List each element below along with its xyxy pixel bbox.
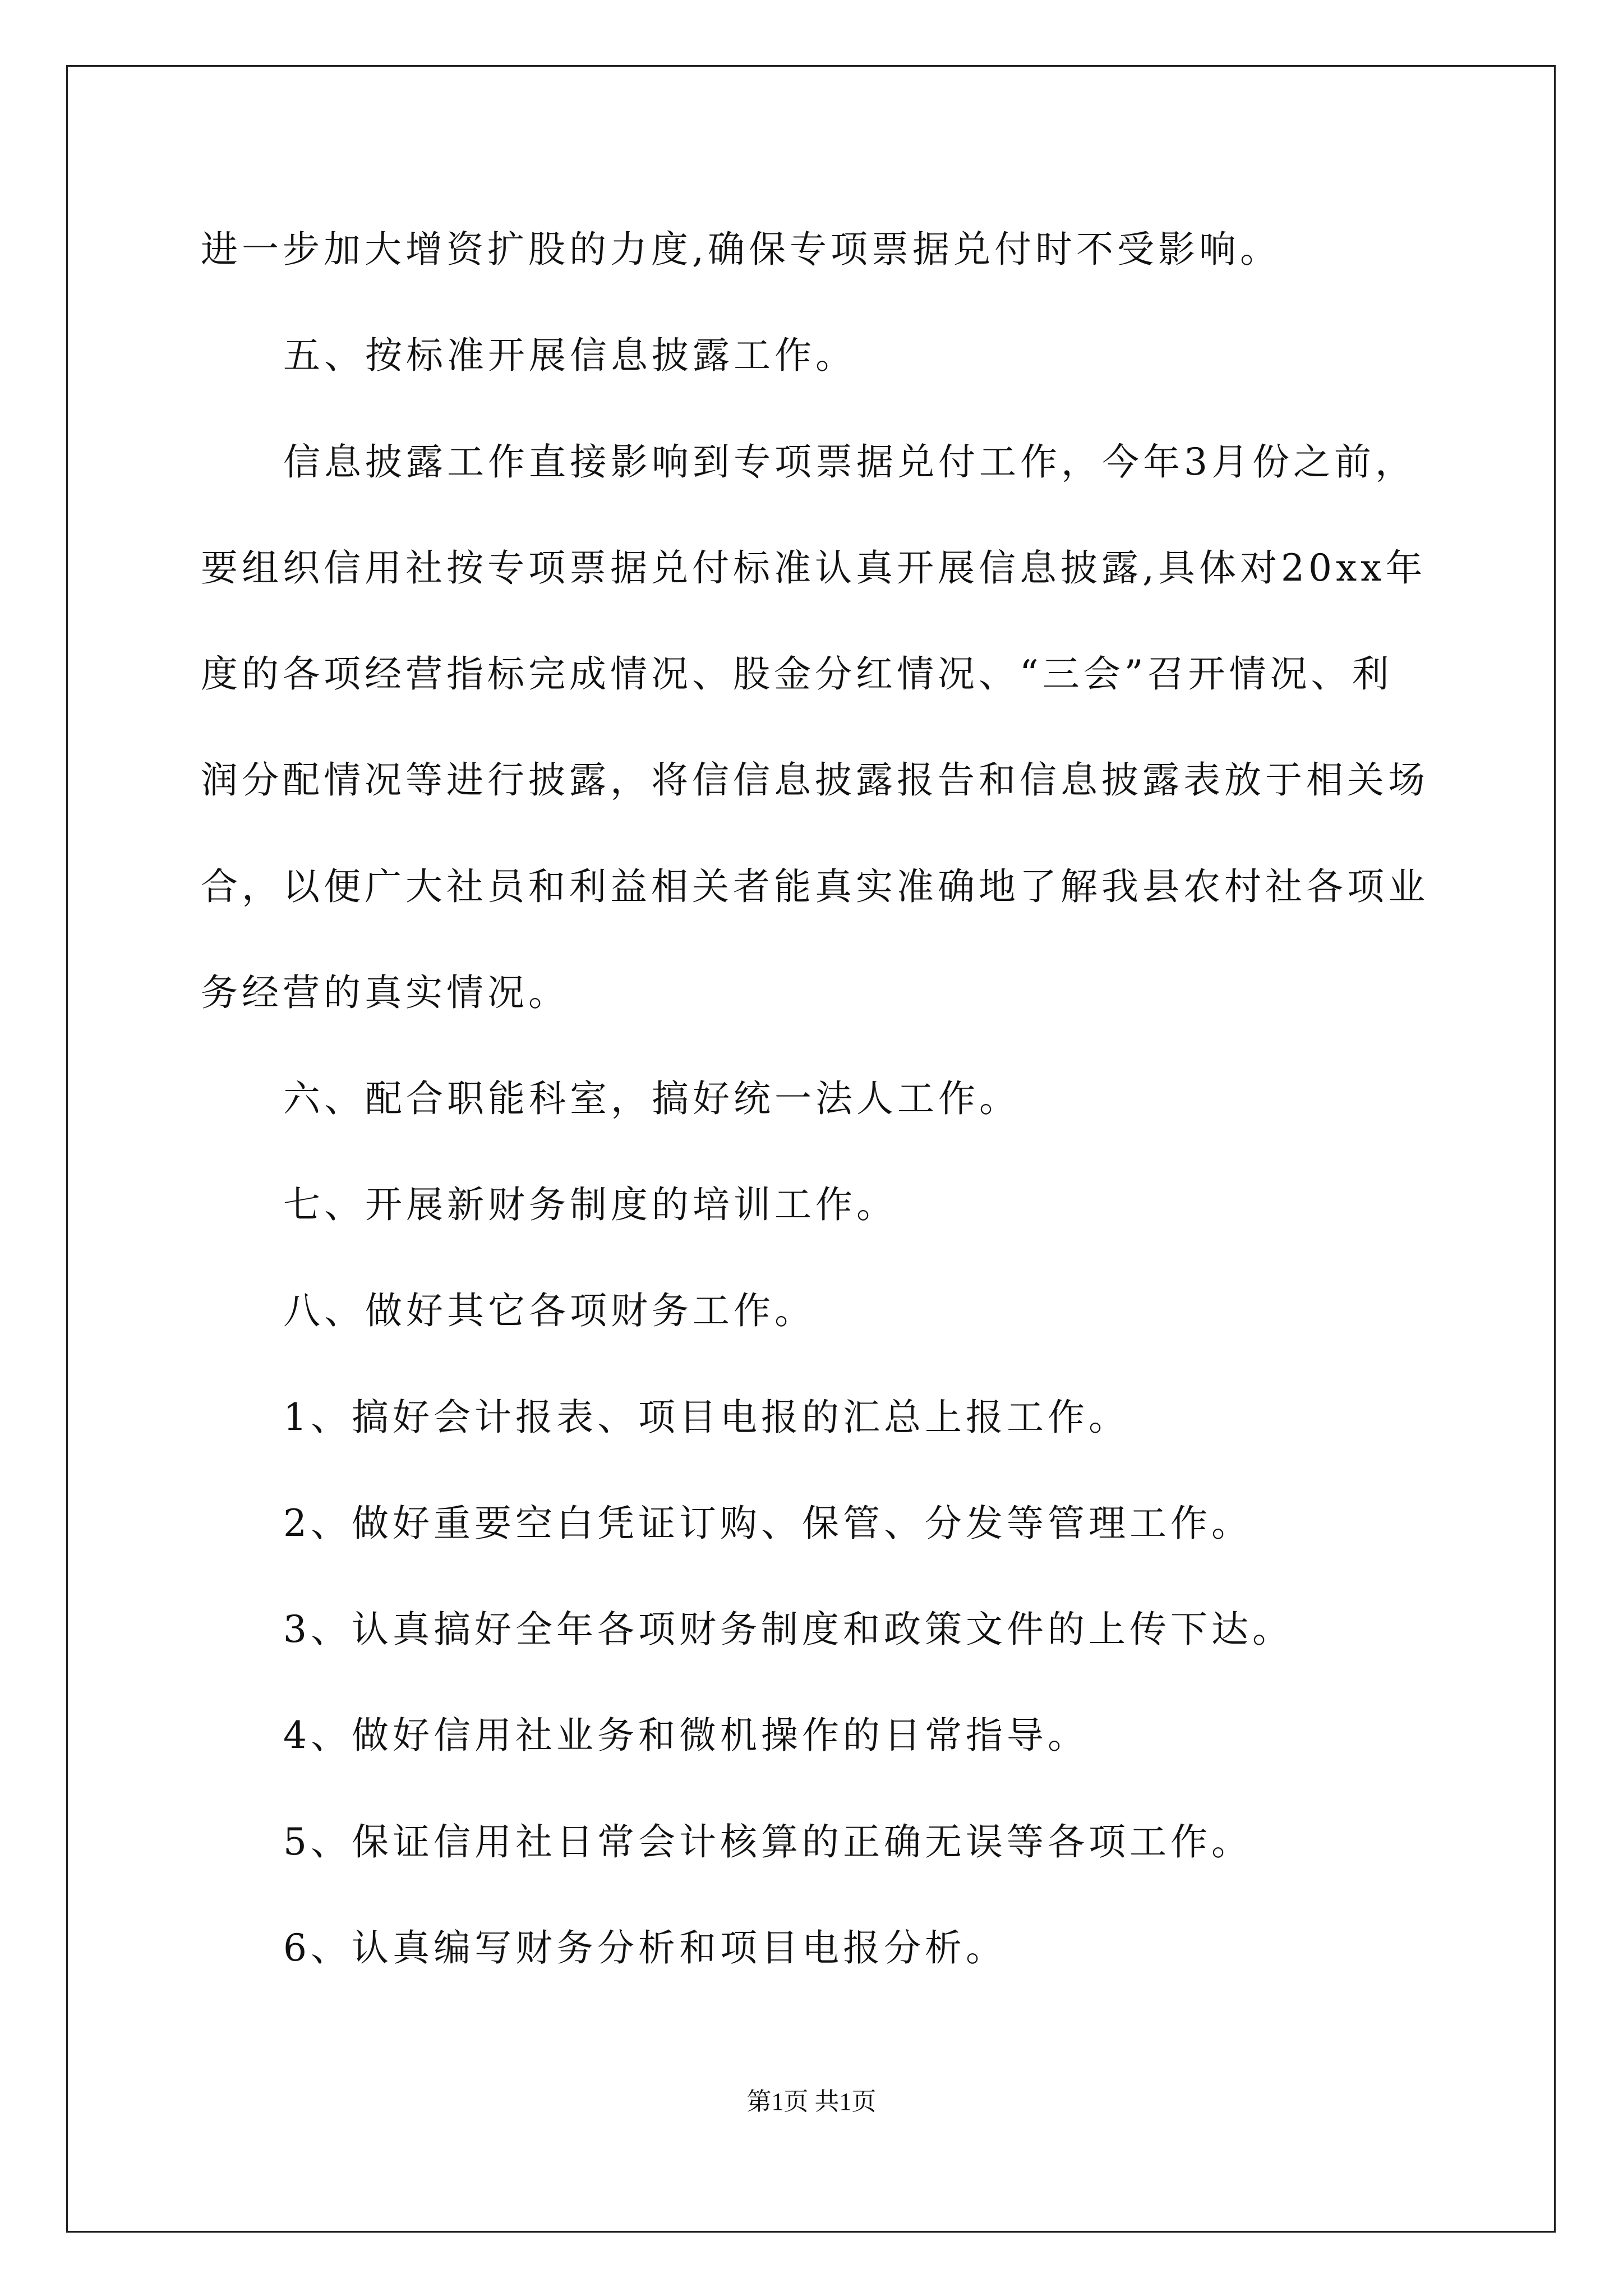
list-item: 1、搞好会计报表、项目电报的汇总上报工作。 [283, 1396, 1129, 1439]
list-item: 6、认真编写财务分析和项目电报分析。 [283, 1926, 1007, 1970]
section-heading: 六、配合职能科室，搞好统一法人工作。 [283, 1077, 1020, 1120]
section-heading: 七、开展新财务制度的培训工作。 [283, 1183, 897, 1226]
section-heading: 八、做好其它各项财务工作。 [283, 1289, 815, 1332]
list-item: 3、认真搞好全年各项财务制度和政策文件的上传下达。 [283, 1608, 1293, 1651]
body-line: 润分配情况等进行披露，将信信息披露报告和信息披露表放于相关场 [201, 758, 1429, 802]
body-line: 务经营的真实情况。 [201, 971, 569, 1014]
section-heading: 五、按标准开展信息披露工作。 [283, 334, 856, 377]
body-line: 要组织信用社按专项票据兑付标准认真开展信息披露,具体对20xx年 [201, 546, 1427, 590]
body-line: 合，以便广大社员和利益相关者能真实准确地了解我县农村社各项业 [201, 865, 1429, 908]
list-item: 5、保证信用社日常会计核算的正确无误等各项工作。 [283, 1820, 1252, 1864]
page-border [66, 65, 1556, 2233]
body-line: 信息披露工作直接影响到专项票据兑付工作，今年3月份之前， [283, 440, 1416, 484]
list-item: 4、做好信用社业务和微机操作的日常指导。 [283, 1714, 1089, 1757]
list-item: 2、做好重要空白凭证订购、保管、分发等管理工作。 [283, 1502, 1252, 1545]
body-line: 度的各项经营指标完成情况、股金分红情况、“三会”召开情况、利 [201, 652, 1393, 696]
body-line: 进一步加大增资扩股的力度,确保专项票据兑付时不受影响。 [201, 228, 1281, 271]
page-number-footer: 第1页 共1页 [746, 2088, 877, 2115]
